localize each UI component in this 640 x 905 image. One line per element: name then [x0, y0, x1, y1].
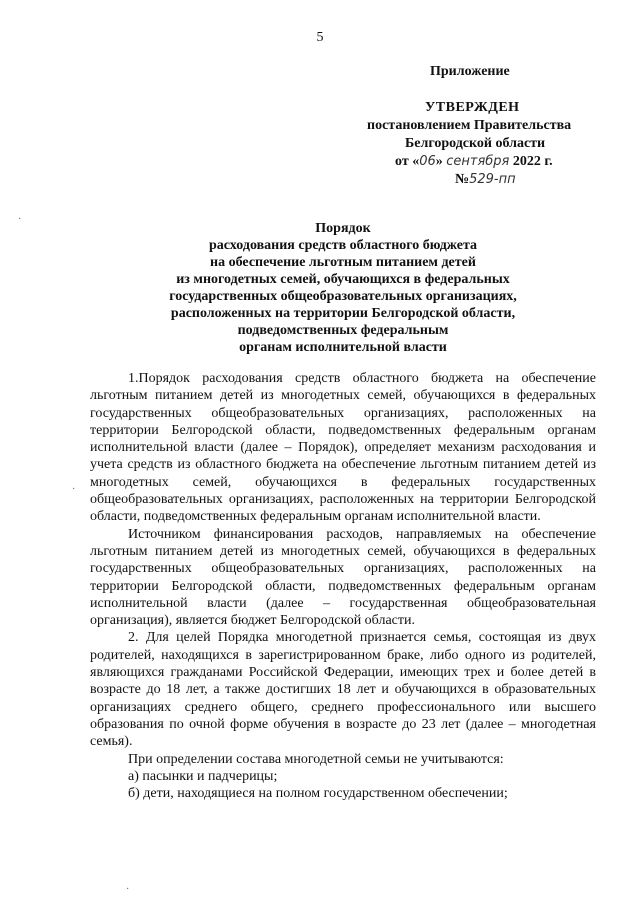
document-body: [90, 370, 596, 802]
paragraph: 2. Для целей Порядка многодетной признается семья, состоящая из двух родителей, находящихся в зарегистрированном браке, либо одного из родителей, являющихся гражданами Российской Федерации, имеющих трех и более детей в возрасте до 18 лет, а также достигших 18 лет и обучающихся в образовательных организациях среднего общего, среднего профессионального или высшего образования по очной форме обучения в возрасте до 23 лет (далее – многодетная семья).: [90, 630, 596, 750]
date-month: сентября: [446, 154, 510, 169]
approved-by-line: постановлением Правительства: [367, 118, 572, 133]
title-line: расположенных на территории Белгородской области,: [170, 306, 516, 321]
list-item: а) пасынки и падчерицы;: [128, 768, 278, 784]
paragraph: При определении состава многодетной семьи не учитываются:: [128, 751, 504, 767]
title-line: на обеспечение льготным питанием детей: [210, 255, 476, 270]
scan-speck: ·: [126, 884, 130, 895]
paragraph: Источником финансирования расходов, направляемых на обеспечение льготным питанием детей из многодетных семей, обучающихся в федеральных государственных общеобразовательных организациях, расположенных на территории Белгородской области, подведомственных федеральным органам исполнительной власти (далее – государственная общеобразовательная организация), является бюджет Белгородской области.: [90, 526, 596, 629]
title-line: Порядок: [315, 221, 371, 236]
approved-number-line: [455, 172, 516, 188]
title-line: органам исполнительной власти: [239, 340, 447, 355]
scan-speck: ·: [72, 484, 76, 495]
approved-title: УТВЕРЖДЕН: [425, 100, 520, 115]
list-item: б) дети, находящиеся на полном государственном обеспечении;: [128, 786, 508, 802]
title-line: расходования средств областного бюджета: [208, 238, 478, 253]
title-line: государственных общеобразовательных организациях,: [169, 289, 517, 304]
approved-date-line: [395, 154, 553, 170]
number-prefix: №: [455, 172, 470, 187]
scan-speck: ·: [18, 214, 22, 225]
date-prefix: от «: [395, 154, 420, 169]
approved-region-line: Белгородской области: [405, 136, 546, 151]
document-number: 529-пп: [469, 172, 516, 187]
document-title: [0, 220, 640, 356]
date-day: 06: [419, 154, 436, 169]
appendix-label: Приложение: [430, 64, 510, 79]
date-mid: »: [435, 154, 447, 169]
title-line: из многодетных семей, обучающихся в федеральных: [176, 272, 510, 287]
page-number: 5: [316, 30, 324, 45]
title-line: подведомственных федеральным: [237, 323, 449, 338]
date-year: 2022 г.: [509, 154, 553, 169]
paragraph: 1.Порядок расходования средств областного бюджета на обеспечение льготным питанием детей из многодетных семей, обучающихся в федеральных государственных общеобразовательных организациях, расположенных на территории Белгородской области, подведомственных федеральным органам исполнительной власти (далее – Порядок), определяет механизм расходования и учета средств из областного бюджета на обеспечение льготным питанием детей из многодетных семей, обучающихся в федеральных государственных общеобразовательных организациях, расположенных на территории Белгородской области, подведомственных федеральным органам исполнительной власти.: [90, 371, 596, 525]
